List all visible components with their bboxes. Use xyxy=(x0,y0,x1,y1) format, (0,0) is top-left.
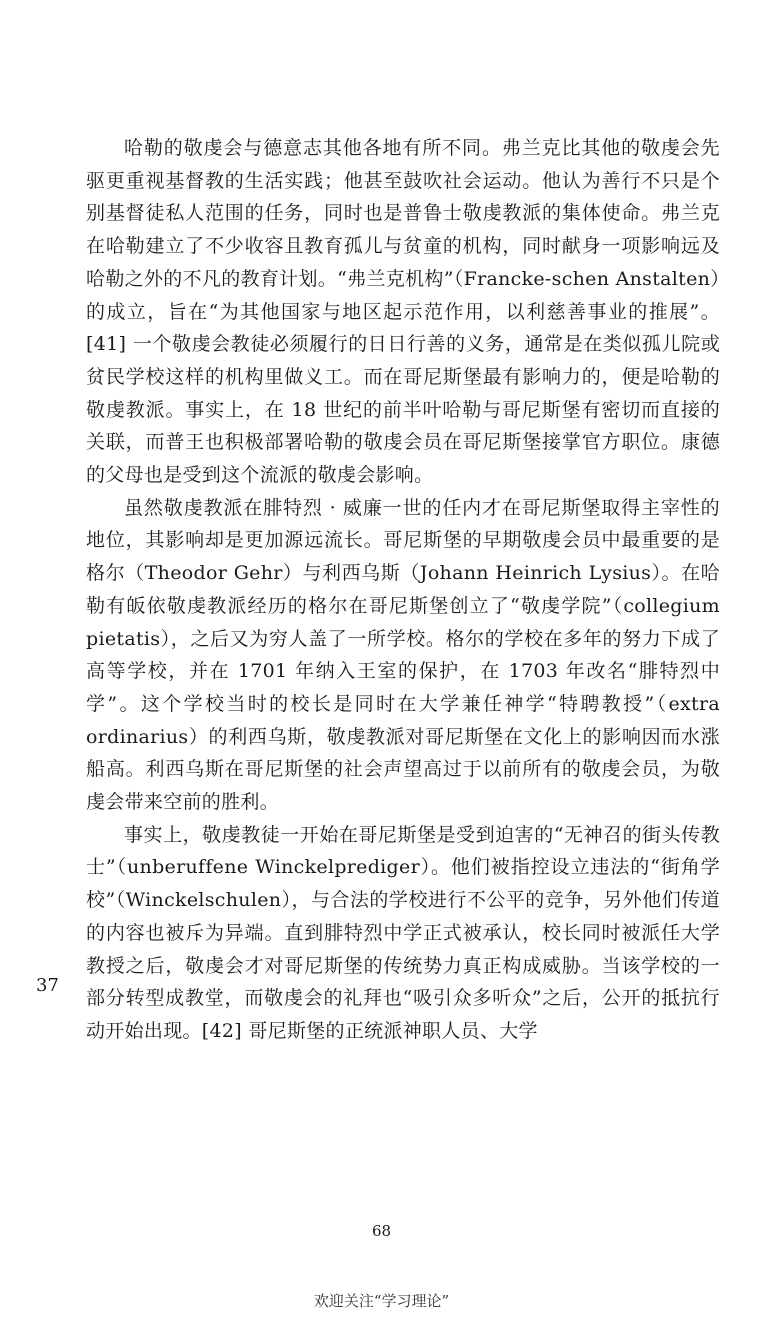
paragraph-koenigsberg-pietists: 虽然敬虔教派在腓特烈 · 威廉一世的任内才在哥尼斯堡取得主宰性的地位，其影响却是更加源远流长。哥尼斯堡的早期敬虔会员中最重要的是格尔（Theodor Gehr）与利西乌斯（Johann Heinrich Lysius）。在哈勒有皈依敬虔教派经历的格尔在哥尼斯堡创立了“敬虔学院”（collegium pietatis），之后又为穷人盖了一所学校。格尔的学校在多年的努力下成了高等学校，并在 1701 年纳入王室的保护，在 1703 年改名“腓特烈中学”。这个学校当时的校长是同时在大学兼任神学“特聘教授”（extra ordinarius）的利西乌斯，敬虔教派对哥尼斯堡在文化上的影响因而水涨船高。利西乌斯在哥尼斯堡的社会声望高过于以前所有的敬虔会员，为敬虔会带来空前的胜利。 xyxy=(86,496,720,814)
paragraph-persecution: 事实上，敬虔教徒一开始在哥尼斯堡是受到迫害的“无神召的街头传教士”（unberuffene Winckelprediger）。他们被指控设立违法的“街角学校”（Winckelschulen），与合法的学校进行不公平的竞争，另外他们传道的内容也被斥为异端。直到腓特烈中学正式被承认，校长同时被派任大学教授之后，敬虔会才对哥尼斯堡的传统势力真正构成威胁。当该学校的一部分转型成教堂，而敬虔会的礼拜也“吸引众多听众”之后，公开的抵抗行动开始出现。[42] 哥尼斯堡的正统派神职人员、大学 xyxy=(86,823,720,1042)
page-body xyxy=(86,132,720,1048)
page-number: 68 xyxy=(371,1222,392,1240)
footer-note: 欢迎关注“学习理论” xyxy=(313,1292,450,1310)
paragraph-halle-pietism: 哈勒的敬虔会与德意志其他各地有所不同。弗兰克比其他的敬虔会先驱更重视基督教的生活实践；他甚至鼓吹社会运动。他认为善行不只是个别基督徒私人范围的任务，同时也是普鲁士敬虔教派的集体使命。弗兰克在哈勒建立了不少收容且教育孤儿与贫童的机构，同时献身一项影响远及哈勒之外的不凡的教育计划。“弗兰克机构”（Francke-schen Anstalten）的成立，旨在“为其他国家与地区起示范作用，以利慈善事业的推展”。[41] 一个敬虔会教徒必须履行的日日行善的义务，通常是在类似孤儿院或贫民学校这样的机构里做义工。而在哥尼斯堡最有影响力的，便是哈勒的敬虔教派。事实上，在 18 世纪的前半叶哈勒与哥尼斯堡有密切而直接的关联，而普王也积极部署哈勒的敬虔会员在哥尼斯堡接掌官方职位。康德的父母也是受到这个流派的敬虔会影响。 xyxy=(86,137,720,487)
margin-number: 37 xyxy=(36,975,59,996)
